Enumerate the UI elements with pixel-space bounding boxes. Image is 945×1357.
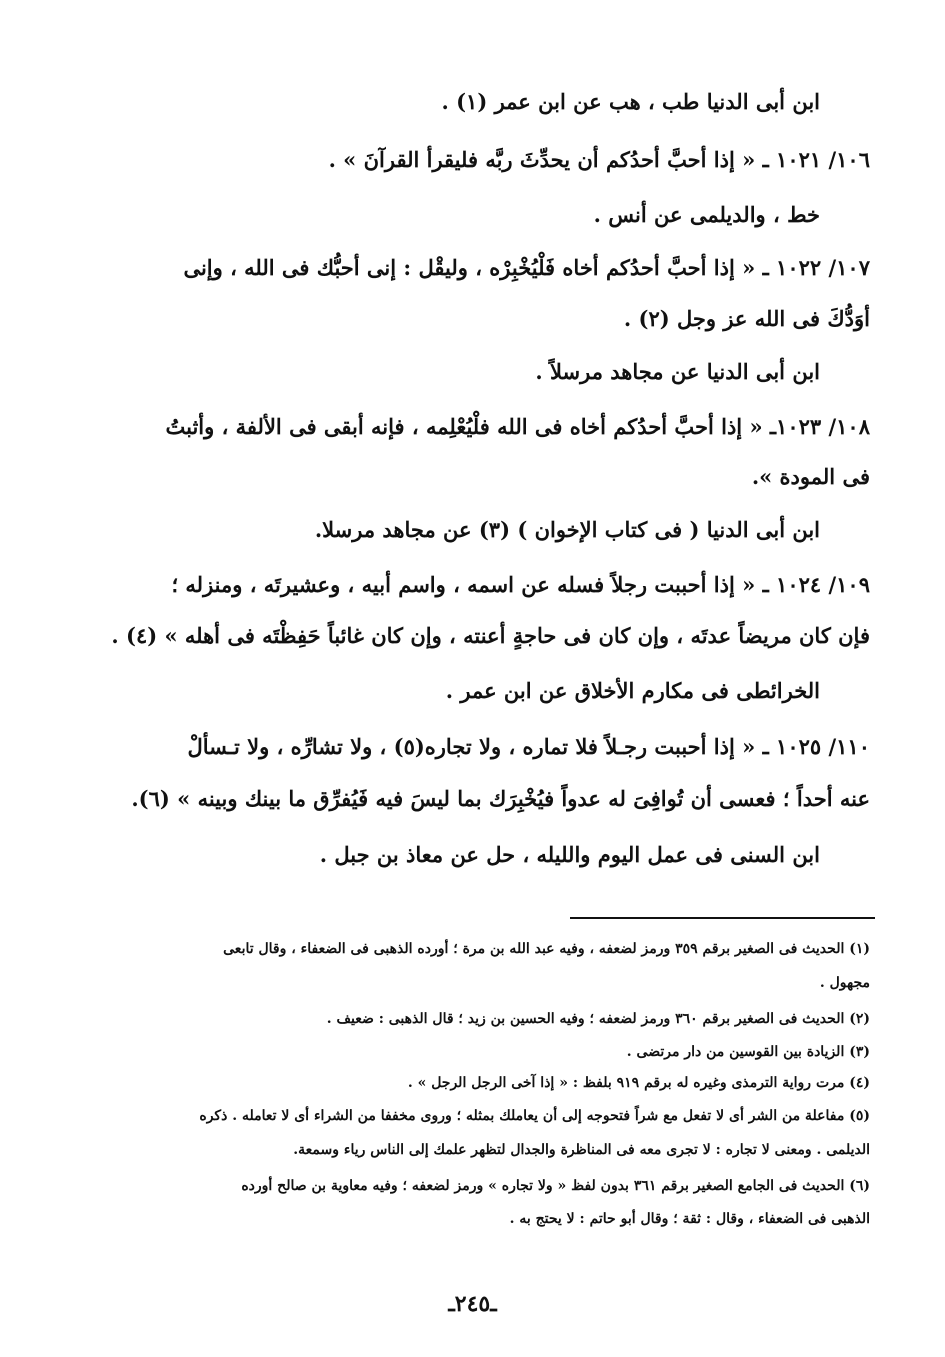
body-line-6: ابن أبى الدنيا عن مجاهد مرسلاً . bbox=[535, 359, 820, 384]
footnote-1: (١) الحديث فى الصغير برقم ٣٥٩ ورمز لضعفه ، وفيه عبد الله بن مرة ؛ أورده الذهبى فى الضعفاء ، وقال تابعى bbox=[223, 941, 870, 957]
body-line-1: ابن أبى الدنيا طب ، هب عن ابن عمر (١) . bbox=[441, 89, 820, 114]
footnote-separator bbox=[570, 917, 875, 919]
footnote-2: (٢) الحديث فى الصغير برقم ٣٦٠ ورمز لضعفه ؛ وفيه الحسين بن زيد ؛ قال الذهبى : ضعيف . bbox=[326, 1011, 870, 1027]
footnote-5: (٥) مفاعلة من الشر أى لا تفعل مع شراً فتحوجه إلى أن يعاملك بمثله ؛ وروى مخففا من الشراء أى لا تعامله . ذكره bbox=[199, 1108, 870, 1124]
page-number: ـ٢٤٥ـ bbox=[448, 1291, 497, 1317]
body-line-11: فإن كان مريضاً عدتَه ، وإن كان فى حاجةٍ أعنته ، وإن كان غائباً حَفِظْتَه فى أهله » (٤) . bbox=[111, 623, 870, 648]
footnote-4: (٤) مرت رواية الترمذى وغيره له برقم ٩١٩ بلفظ : « إذا آخى الرجل الرجل » . bbox=[407, 1075, 870, 1091]
body-line-15: ابن السنى فى عمل اليوم والليله ، حل عن معاذ بن جبل . bbox=[319, 842, 820, 867]
body-line-14: عنه أحداً ؛ فعسى أن تُوافِىَ له عدواً فيُخْبِرَك بما ليسَ فيه فَيُفرِّق ما بينك وبينه » (٦). bbox=[131, 786, 870, 811]
body-line-8: فى المودة ». bbox=[751, 464, 870, 489]
hadith-1023: ١٠٨/ ١٠٢٣ـ « إذا أحبَّ أحدُكم أخاه فى الله فلْيُعْلِمه ، فإنه أبقى فى الألفة ، وأثبتُ bbox=[165, 414, 870, 439]
body-line-3: خط ، والديلمى عن أنس . bbox=[593, 202, 820, 227]
hadith-1025: ١١٠/ ١٠٢٥ ـ « إذا أحببت رجـلاً فلا تماره ، ولا تجاره(٥) ، ولا تشارِّه ، ولا تـسألْ bbox=[187, 734, 870, 759]
footnote-6-cont: الذهبى فى الضعفاء ، وقال : ثقة ؛ وقال أبو حاتم : لا يحتج به . bbox=[509, 1211, 870, 1227]
hadith-1024: ١٠٩/ ١٠٢٤ ـ « إذا أحببت رجلاً فسله عن اسمه ، واسم أبيه ، وعشيرتَه ، ومنزله ؛ bbox=[171, 572, 870, 597]
footnote-3: (٣) الزيادة بين القوسين من دار مرتضى . bbox=[626, 1044, 870, 1060]
footnote-1-cont: مجهول . bbox=[819, 975, 870, 991]
footnote-6: (٦) الحديث فى الجامع الصغير برقم ٣٦١ بدون لفظ « ولا تجاره » ورمز لضعفه ؛ وفيه معاوية بن صالح أورده bbox=[241, 1178, 870, 1194]
hadith-1021: ١٠٦/ ١٠٢١ ـ « إذا أحبَّ أحدُكم أن يحدِّثَ ربَّه فليقرأ القرآنَ » . bbox=[328, 147, 870, 172]
hadith-1022: ١٠٧/ ١٠٢٢ ـ « إذا أحبَّ أحدُكم أخاه فَلْيُخْبِرْه ، وليقْل : إنى أحبُّك فى الله ، وإنى bbox=[183, 255, 870, 280]
body-line-12: الخرائطى فى مكارم الأخلاق عن ابن عمر . bbox=[445, 678, 820, 703]
body-line-9: ابن أبى الدنيا ( فى كتاب الإخوان ) (٣) عن مجاهد مرسلا. bbox=[314, 517, 820, 542]
body-line-5: أوَدُّكَ فى الله عز وجل (٢) . bbox=[623, 306, 870, 331]
footnote-5-cont: الديلمى . ومعنى لا تجاره : لا تجرى معه فى المناظرة والجدال لتظهر علمك إلى الناس رياء وسمعة. bbox=[293, 1142, 870, 1158]
